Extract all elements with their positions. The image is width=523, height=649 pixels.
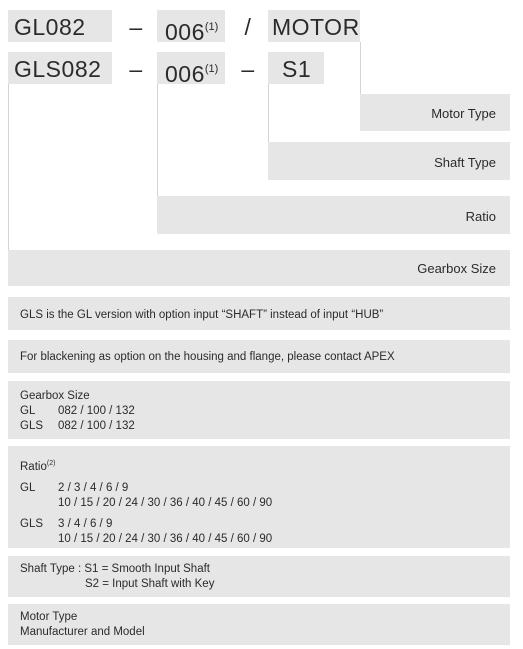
footnote-marker: (1) [204,63,219,75]
code-motor: MOTOR [268,10,360,42]
note-motor-type [8,604,510,645]
gearbox-title: Gearbox Size [20,390,90,402]
gearbox-row-gl: GL 082 / 100 / 132 [20,405,135,417]
code-ratio-gls: 006$^{(1)}$ [157,52,225,84]
label-motor-type: Motor Type [360,94,510,131]
label-shaft-type: Shaft Type [268,142,510,180]
code-dash: – [129,56,143,82]
connector-line [268,84,269,142]
gearbox-row-gls: GLS 082 / 100 / 132 [20,420,135,432]
note-blackening: For blackening as option on the housing and flange, please contact APEX [8,340,510,373]
code-model-gls: GLS082 [8,52,112,84]
motor-type-line2: Manufacturer and Model [20,626,145,638]
ratio-row-gl-cont: 10 / 15 / 20 / 24 / 30 / 36 / 40 / 45 / 60 / 90 [58,497,273,509]
note-shaft-type [8,556,510,597]
label-ratio: Ratio [157,196,510,234]
note-ratio [8,446,510,548]
motor-type-line1: Motor Type [20,611,78,623]
connector-line [360,42,361,94]
connector-line [8,84,9,250]
note-gls-version: GLS is the GL version with option input “SHAFT” instead of input “HUB” [8,297,510,330]
footnote-marker: (1) [204,21,219,33]
ratio-row-gl: GL 2 / 3 / 4 / 6 / 9 [20,482,129,494]
shaft-type-line2: S2 = Input Shaft with Key [85,578,215,590]
code-dash: – [129,14,143,40]
shaft-type-line1: Shaft Type : S1 = Smooth Input Shaft [20,563,210,575]
code-shaft: S1 [268,52,324,84]
note-gearbox-size [8,381,510,439]
ratio-row-gls-cont: 10 / 15 / 20 / 24 / 30 / 36 / 40 / 45 / 60 / 90 [58,533,273,545]
code-dash: – [241,56,255,82]
code-model-gl: GL082 [8,10,112,42]
connector-line [157,84,158,196]
ratio-title: Ratio$^{(2)}$ [20,460,56,473]
footnote-marker: (2) [46,460,56,467]
code-slash: / [244,14,252,40]
code-ratio-gl: 006$^{(1)}$ [157,10,225,42]
ratio-row-gls: GLS 3 / 4 / 6 / 9 [20,518,113,530]
label-gearbox-size: Gearbox Size [8,250,510,286]
